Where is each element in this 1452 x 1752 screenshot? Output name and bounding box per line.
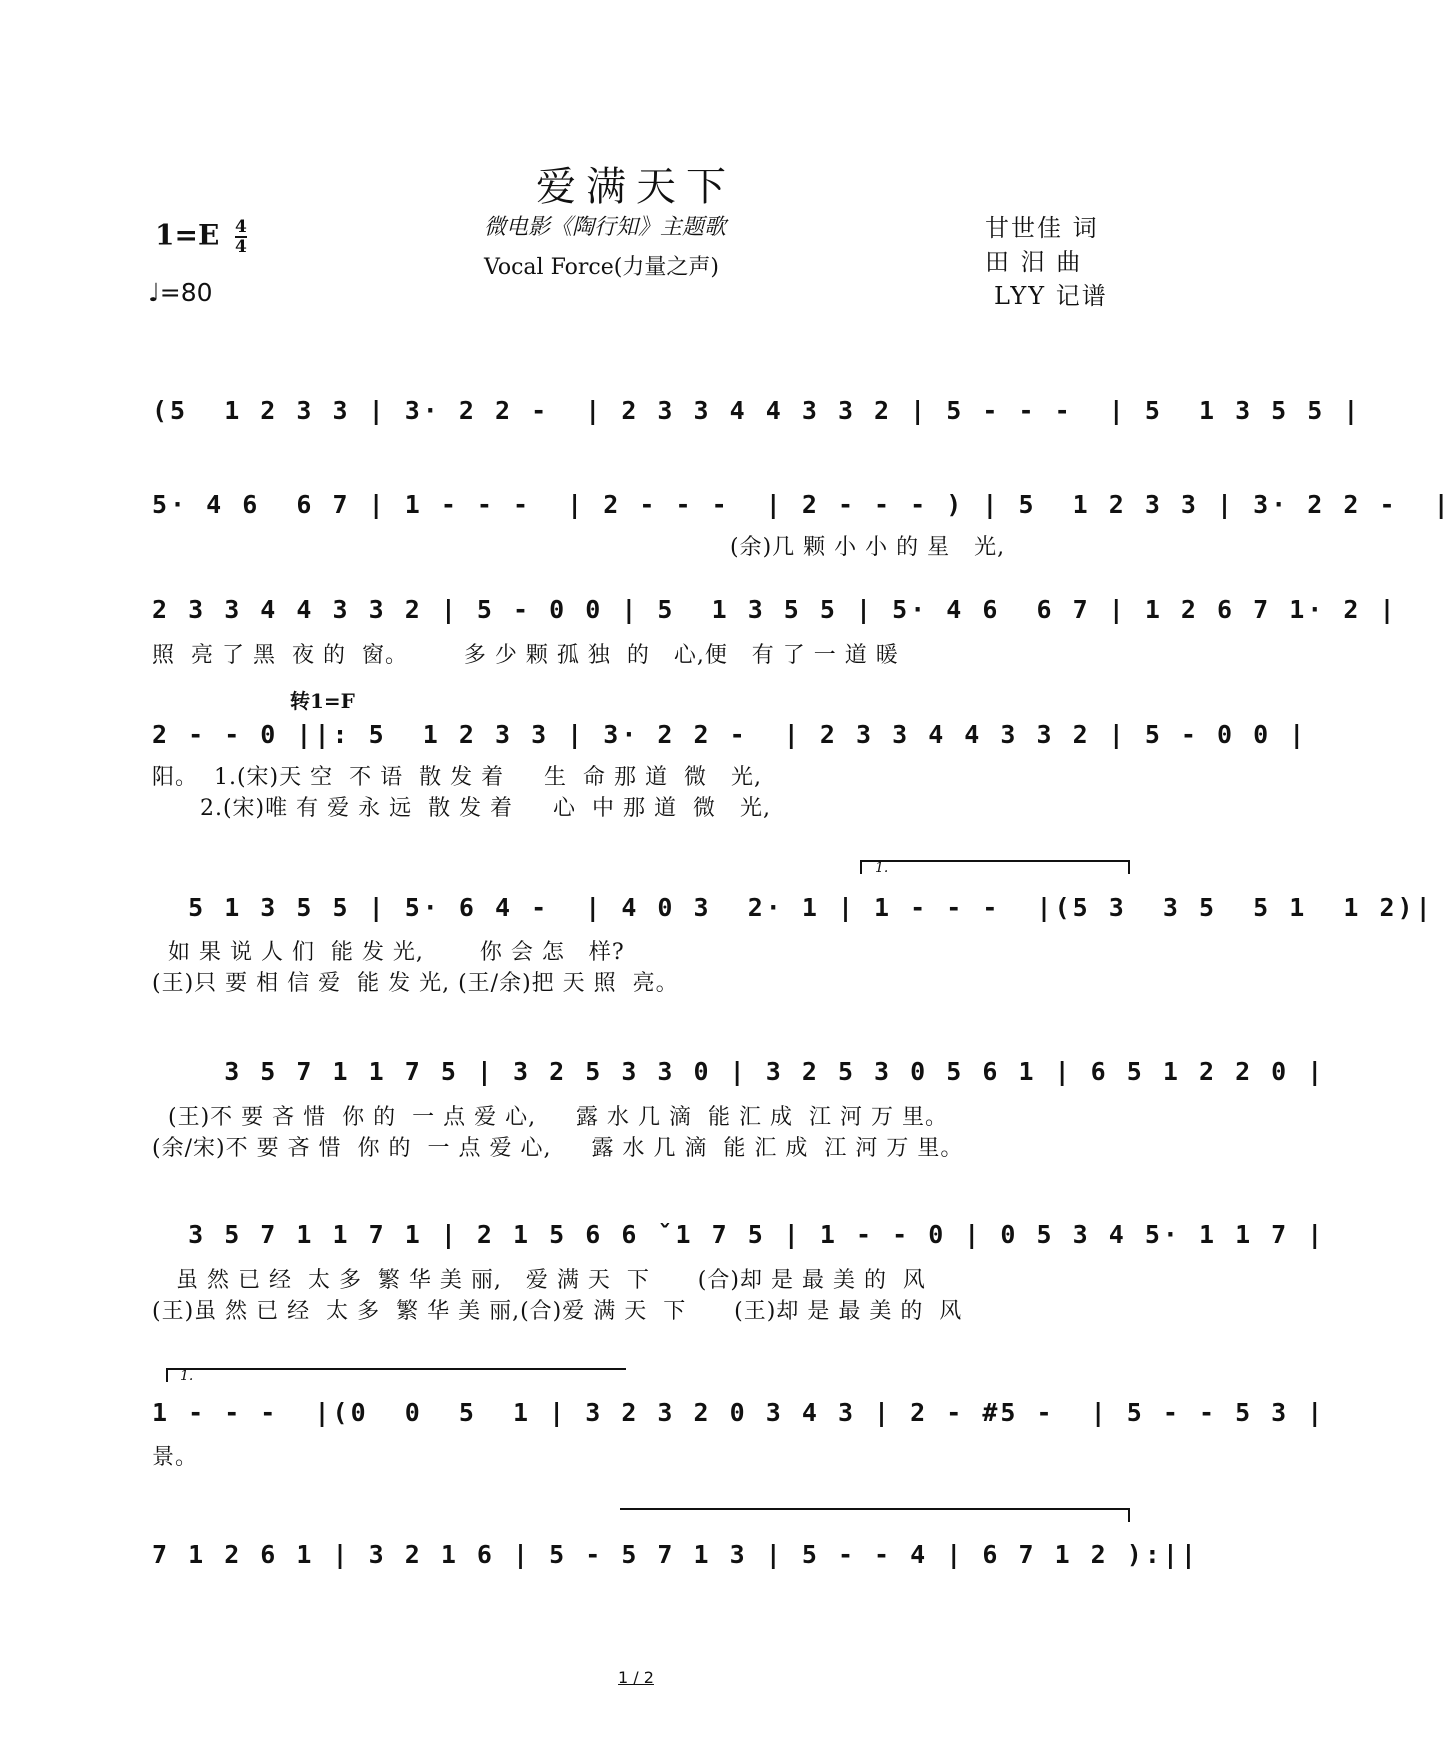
notation-system-8: 1 - - - |(0 0 5 1 | 3 2 3 2 0 3 4 3 | 2 - #5 - | 5 - - 5 3 | [152, 1398, 1326, 1427]
credit-composer: 田 汨 曲 [985, 248, 1083, 276]
key-signature [155, 218, 247, 256]
lyric-line: 景。 [152, 1445, 199, 1470]
lyric-line: 阳。 1.(宋)天 空 不 语 散 发 着 生 命 那 道 微 光, [152, 765, 762, 790]
notation-system-1: (5 1 2 3 3 | 3· 2 2 - | 2 3 3 4 4 3 3 2 | 5 - - - | 5 1 3 5 5 | [152, 396, 1362, 425]
notation-system-5: 5 1 3 5 5 | 5· 6 4 - | 4 0 3 2· 1 | 1 - - - |(5 3 3 5 5 1 1 2)| [152, 893, 1434, 922]
notation-system-4: 2 - - 0 ||: 5 1 2 3 3 | 3· 2 2 - | 2 3 3 4 4 3 3 2 | 5 - 0 0 | [152, 720, 1308, 749]
lyric-line: (王)只 要 相 信 爱 能 发 光, (王/余)把 天 照 亮。 [152, 971, 679, 996]
volta-bracket-left [166, 1368, 168, 1382]
lyric-line: 虽 然 已 经 太 多 繁 华 美 丽, 爱 满 天 下 (合)却 是 最 美 的 风 [152, 1268, 926, 1293]
page-number-text: 1 / 2 [618, 1668, 654, 1687]
notation-system-2: 5· 4 6 6 7 | 1 - - - | 2 - - - | 2 - - - ) | 5 1 2 3 3 | 3· 2 2 - | [152, 490, 1452, 519]
notation-system-7: 3 5 7 1 1 7 1 | 2 1 5 6 6 ˇ1 7 5 | 1 - - 0 | 0 5 3 4 5· 1 1 7 | [152, 1220, 1326, 1249]
modulation-marking: 转1=F [290, 689, 355, 713]
volta-bracket [860, 860, 1130, 862]
lyric-line: (王)虽 然 已 经 太 多 繁 华 美 丽,(合)爱 满 天 下 (王)却 是 最 美 的 风 [152, 1299, 963, 1324]
subtitle-theme-song: 微电影《陶行知》主题歌 [484, 215, 727, 240]
lyric-line: (余)几 颗 小 小 的 星 光, [730, 535, 1006, 560]
lyric-line: 2.(宋)唯 有 爱 永 远 散 发 着 心 中 那 道 微 光, [152, 796, 771, 821]
lyric-line: (余/宋)不 要 吝 惜 你 的 一 点 爱 心, 露 水 几 滴 能 汇 成 江 河 万 里。 [152, 1136, 964, 1161]
tempo-marking: ♩=80 [148, 278, 213, 307]
key-label: 1=E [155, 218, 220, 252]
credit-notation: LYY 记谱 [994, 282, 1108, 310]
lyric-line: 照 亮 了 黑 夜 的 窗。 多 少 颗 孤 独 的 心,便 有 了 一 道 暖 [152, 643, 899, 668]
credit-lyricist: 甘世佳 词 [985, 214, 1099, 242]
volta-bracket-left [860, 860, 862, 874]
volta-label: 1. [875, 860, 889, 876]
volta-bracket [620, 1508, 1130, 1510]
notation-system-3: 2 3 3 4 4 3 3 2 | 5 - 0 0 | 5 1 3 5 5 | 5· 4 6 6 7 | 1 2 6 7 1· 2 | [152, 595, 1398, 624]
lyric-line: (王)不 要 吝 惜 你 的 一 点 爱 心, 露 水 几 滴 能 汇 成 江 河 万 里。 [152, 1105, 948, 1130]
time-signature [235, 218, 247, 256]
song-title: 爱满天下 [536, 164, 736, 210]
volta-bracket-right [1128, 860, 1130, 874]
lyric-line: 如 果 说 人 们 能 发 光, 你 会 怎 样? [152, 940, 625, 965]
time-sig-top: 4 [235, 217, 247, 237]
page-number [0, 1668, 1272, 1687]
time-sig-bottom: 4 [235, 237, 247, 257]
volta-bracket [166, 1368, 626, 1370]
notation-system-9: 7 1 2 6 1 | 3 2 1 6 | 5 - 5 7 1 3 | 5 - - 4 | 6 7 1 2 ):|| [152, 1540, 1199, 1569]
volta-label: 1. [180, 1368, 194, 1384]
subtitle-performer: Vocal Force(力量之声) [484, 255, 719, 280]
volta-bracket-right [1128, 1508, 1130, 1522]
notation-system-6: 3 5 7 1 1 7 5 | 3 2 5 3 3 0 | 3 2 5 3 0 5 6 1 | 6 5 1 2 2 0 | [152, 1057, 1326, 1086]
